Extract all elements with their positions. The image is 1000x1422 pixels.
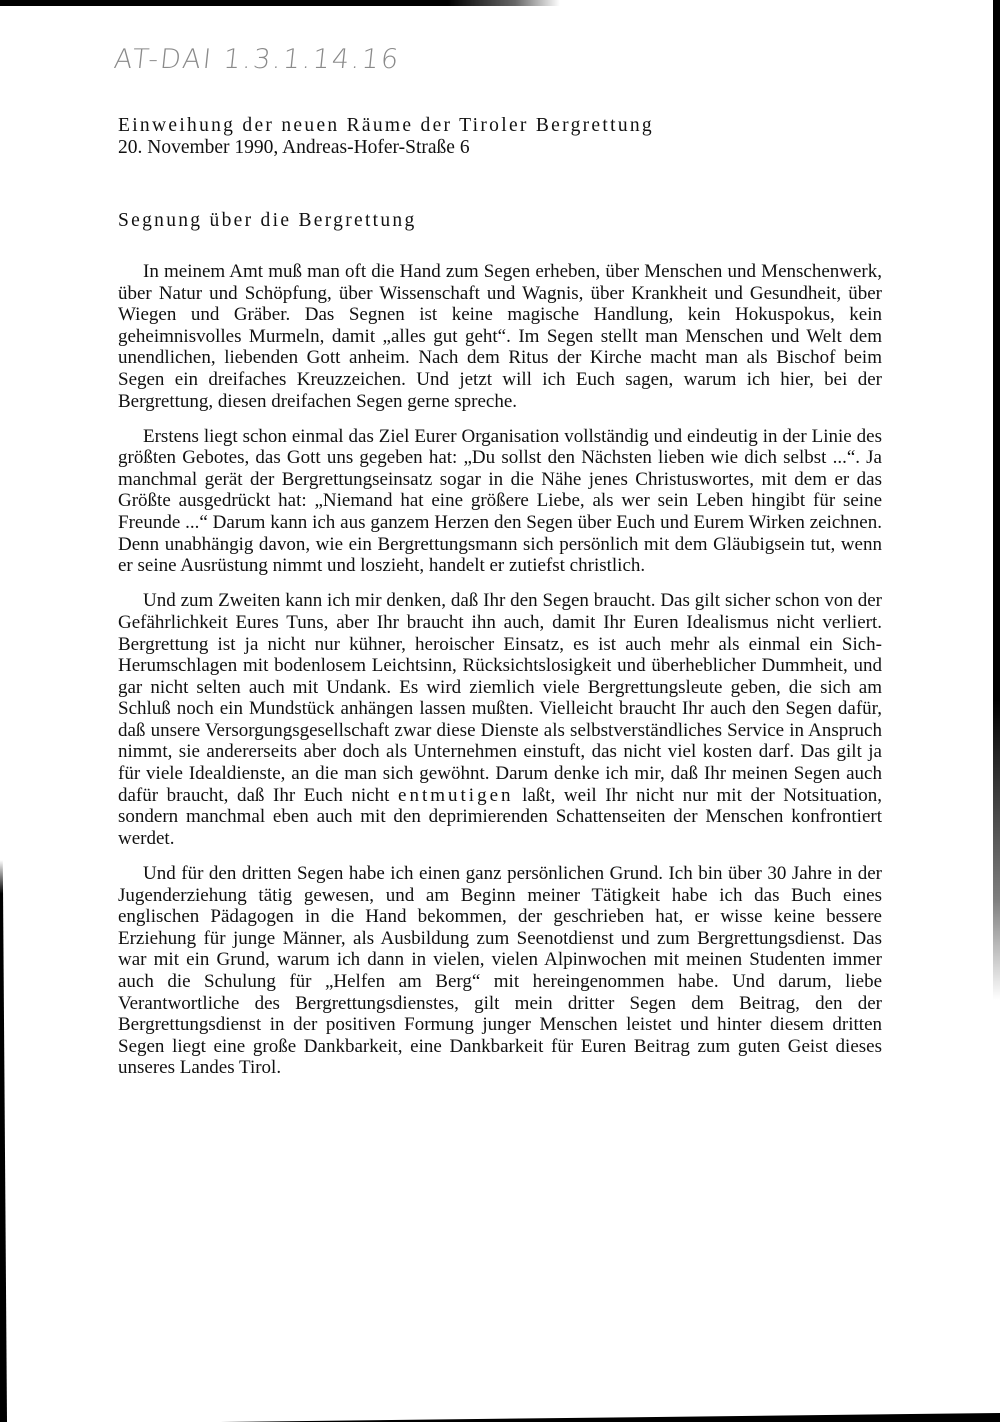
emphasized-word: entmutigen [398,784,514,806]
paragraph-1: In meinem Amt muß man oft die Hand zum Segen erheben, über Menschen und Menschenwerk, über Natur und Schöpfung, über Wissenschaft und Wagnis, über Krankheit und Gesundheit, über Wiegen und Gräber. Das Segnen ist keine magische Handlung, kein Hokuspokus, kein geheimnisvolles Murmeln, damit „alles gut geht“. Im Segen stellt man Menschen und Welt dem unendlichen, liebenden Gott anheim. Nach dem Ritus der Kirche macht man als Bischof beim Segen ein dreifaches Kreuzzeichen. Und jetzt will ich Euch sagen, warum ich hier, bei der Bergrettung, diesen dreifachen Segen gerne spreche. [118,261,882,412]
paragraph-3-text-after: laßt, weil Ihr nicht nur mit der Notsituation, sondern manchmal eben auch mit den deprimierenden Schattenseiten der Menschen konfrontiert werdet. [118,784,882,849]
document-page [118,115,882,1092]
paragraph-3-text-before: Und zum Zweiten kann ich mir denken, daß Ihr den Segen braucht. Das gilt sicher schon von der Gefährlichkeit Eures Tuns, aber Ihr braucht ihn auch, damit Ihr Euren Idealismus nicht verliert. Bergrettung ist ja nicht nur kühner, heroischer Einsatz, es ist auch mehr als einmal ein Sich-Herumschlagen mit bodenlosem Leichtsinn, Rücksichtslosigkeit und überheblicher Dummheit, und gar nicht selten auch mit Undank. Es wird ziemlich viele Bergrettungsleute geben, die sich am Schluß noch ein Mundstück anhängen lassen mußten. Vielleicht braucht Ihr auch den Segen dafür, daß unsere Versorgungsgesellschaft zwar diese Dienste als selbstverständliches Service in Anspruch nimmt, sie andererseits aber doch als Unternehmen einstuft, das nicht viel kosten darf. Das gilt ja für viele Idealdienste, an die man sich gewöhnt. Darum denke ich mir, daß Ihr meinen Segen auch dafür braucht, daß Ihr Euch nicht [118,590,882,806]
scan-edge-left [0,860,7,1422]
scan-edge-top [0,0,560,6]
paragraph-2: Erstens liegt schon einmal das Ziel Eurer Organisation vollständig und eindeutig in der Linie des größten Gebotes, das Gott uns gegeben hat: „Du sollst den Nächsten lieben wie dich selbst ...“. Ja manchmal gerät der Bergrettungseinsatz sogar in die Nähe jenes Christuswortes, mit dem er das Größte ausgedrückt hat: „Niemand hat eine größere Liebe, als wer sein Leben hingibt für seine Freunde ...“ Darum kann ich aus ganzem Herzen den Segen über Euch und Eurem Wirken zeichnen. Denn unabhängig davon, wie ein Bergrettungsmann sich persönlich mit dem Gläubigsein tut, wenn er seine Ausrüstung nimmt und loszieht, handelt er zutiefst christlich. [118,425,882,577]
document-title: Einweihung der neuen Räume der Tiroler Bergrettung [118,115,654,136]
section-title: Segnung über die Bergrettung [118,210,417,231]
paragraph-4: Und für den dritten Segen habe ich einen ganz persönlichen Grund. Ich bin über 30 Jahre in der Jugenderziehung tätig gewesen, und am Beginn meiner Tätigkeit habe ich das Buch eines englischen Pädagogen in die Hand bekommen, der geschrieben hat, er wisse keine bessere Erziehung für junge Männer, als Ausbildung zum Seenotdienst und zum Bergrettungsdienst. Das war mit ein Grund, warum ich dann in vielen, vielen Alpinwochen mit meinen Studenten immer auch die Schulung für „Helfen am Berg“ mit hereingenommen habe. Und darum, liebe Verantwortliche des Bergrettungsdienstes, gilt mein dritter Segen dem Beitrag, den der Bergrettungsdienst in der positiven Formung junger Menschen leistet und hinter diesem dritten Segen liegt eine große Dankbarkeit, eine Dankbarkeit für Euren Beitrag zum guten Geist dieses unseres Landes Tirol. [118,862,882,1079]
scan-edge-bottom [220,1413,1000,1422]
handwritten-archive-signature: AT-DAI 1.3.1.14.16 [112,44,402,75]
paragraph-3 [118,590,882,849]
scan-edge-right [993,0,1000,1000]
document-date-location: 20. November 1990, Andreas-Hofer-Straße 6 [118,137,470,158]
